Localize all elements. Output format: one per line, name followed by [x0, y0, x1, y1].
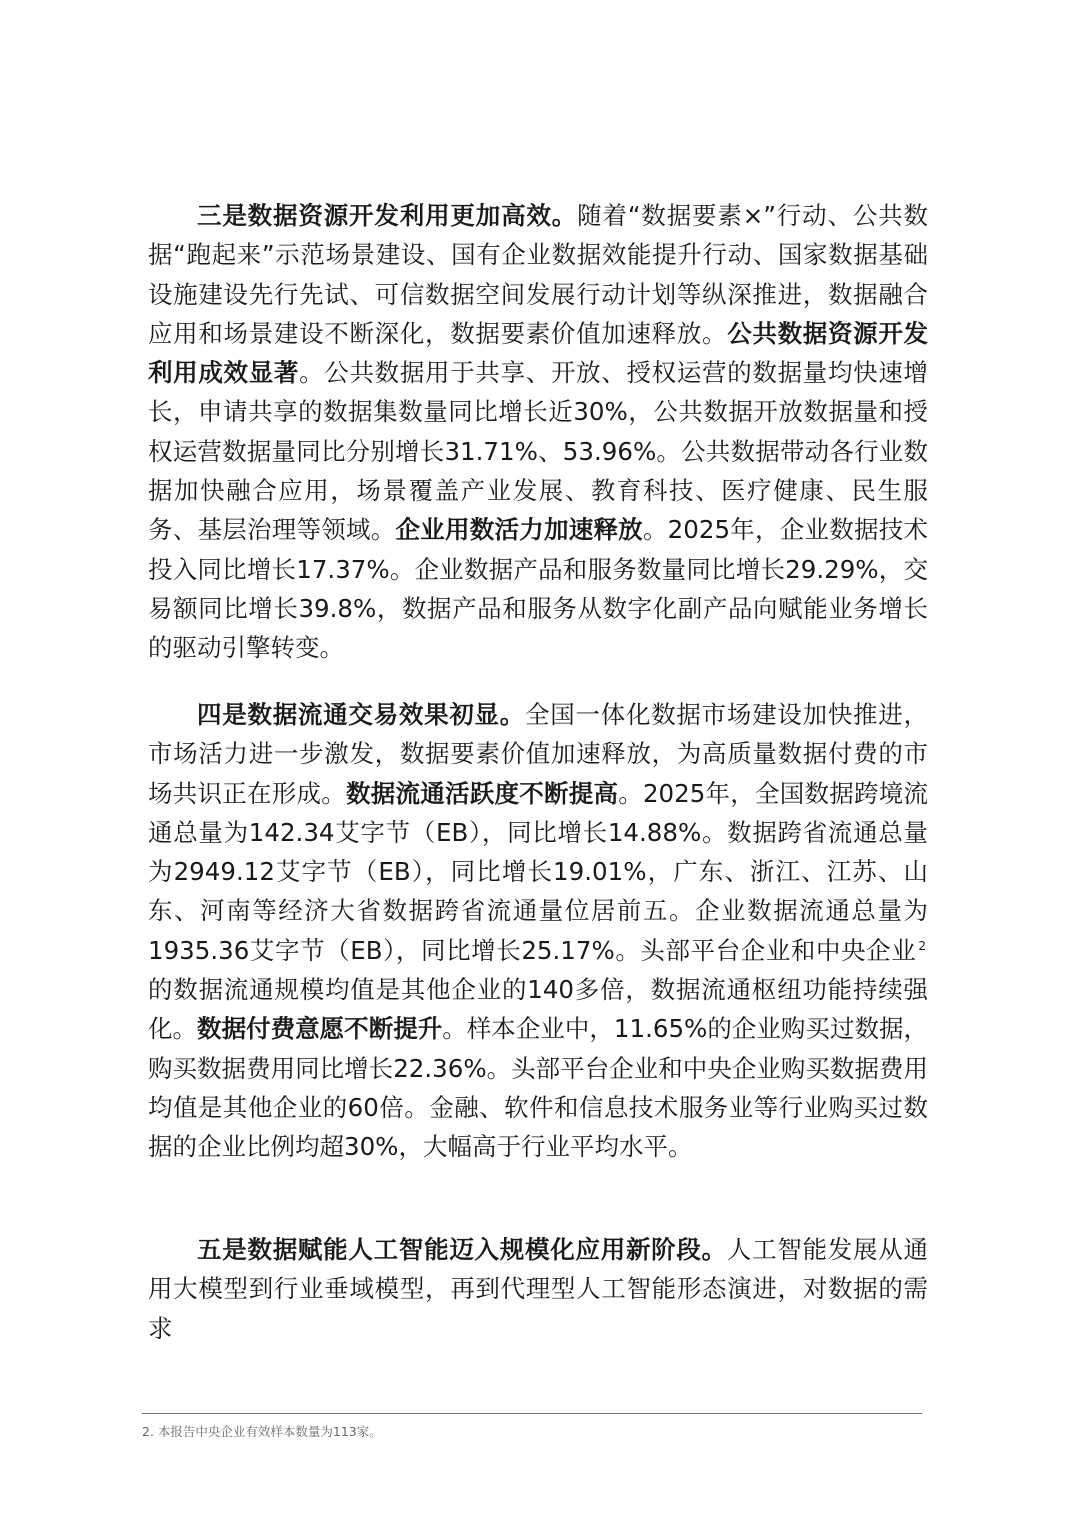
heading-bold: 三是数据资源开发利用更加高效。	[197, 201, 578, 230]
body-text: 。2025年，企业数据技术投入同比增长17.37%。企业数据产品和服务数量同比增长29.29%，交易额同比增长39.8%，数据产品和服务从数字化副产品向赋能业务增长的驱动引擎转变。	[148, 515, 929, 663]
body-text: 全国一体化数据市场建设加快推进，市场活力进一步激发，数据要素价值加速释放，为高质量数据付费的市场共识正在形成。	[148, 700, 929, 808]
heading-bold: 五是数据赋能人工智能迈入规模化应用新阶段。	[197, 1235, 727, 1264]
heading-bold: 四是数据流通交易效果初显。	[197, 700, 526, 729]
footnote-text: 2. 本报告中央企业有效样本数量为113家。	[142, 1424, 382, 1439]
subheading-bold: 企业用数活力加速释放	[395, 515, 643, 545]
body-text: 。公共数据用于共享、开放、授权运营的数据量均快速增长，申请共享的数据集数量同比增长近30%，公共数据开放数据量和授权运营数据量同比分别增长31.71%、53.96%。公共数据带动各行业数据加快融合应用，场景覆盖产业发展、教育科技、医疗健康、民生服务、基层治理等领域。	[148, 358, 929, 545]
subheading-bold: 数据流通活跃度不断提高	[345, 778, 619, 808]
body-text: 随着“数据要素×”行动、公共数据“跑起来”示范场景建设、国有企业数据效能提升行动、国家数据基础设施建设先行先试、可信数据空间发展行动计划等纵深推进，数据融合应用和场景建设不断深化，数据要素价值加速释放。	[148, 201, 928, 348]
paragraph-data-resource-utilization	[148, 196, 928, 668]
body-text: 。样本企业中，11.65%的企业购买过数据，购买数据费用同比增长22.36%。头部平台企业和中央企业购买数据费用均值是其他企业的60倍。金融、软件和信息技术服务业等行业购买过数据的企业比例均超30%，大幅高于行业平均水平。	[148, 1014, 929, 1162]
paragraph-data-empowering-ai	[148, 1230, 928, 1348]
footnote-reference[interactable]: 2	[918, 938, 926, 953]
body-text: 人工智能发展从通用大模型到行业垂域模型，再到代理型人工智能形态演进，对数据的需求	[148, 1235, 928, 1343]
footnote-divider	[142, 1413, 922, 1414]
subheading-bold: 数据付费意愿不断提升	[197, 1014, 443, 1044]
subheading-bold: 公共数据资源开发利用成效显著	[148, 318, 929, 388]
paragraph-data-circulation-trading	[148, 695, 928, 1167]
body-text: 的数据流通规模均值是其他企业的140多倍，数据流通枢纽功能持续强化。	[148, 975, 928, 1044]
body-text: 。2025年，全国数据跨境流通总量为142.34艾字节（EB），同比增长14.88%。数据跨省流通总量为2949.12艾字节（EB），同比增长19.01%，广东、浙江、江苏、山东、河南等经济大省数据跨省流通量位居前五。企业数据流通总量为1935.36艾字节（EB），同比增长25.17%。头部平台企业和中央企业	[148, 778, 929, 965]
